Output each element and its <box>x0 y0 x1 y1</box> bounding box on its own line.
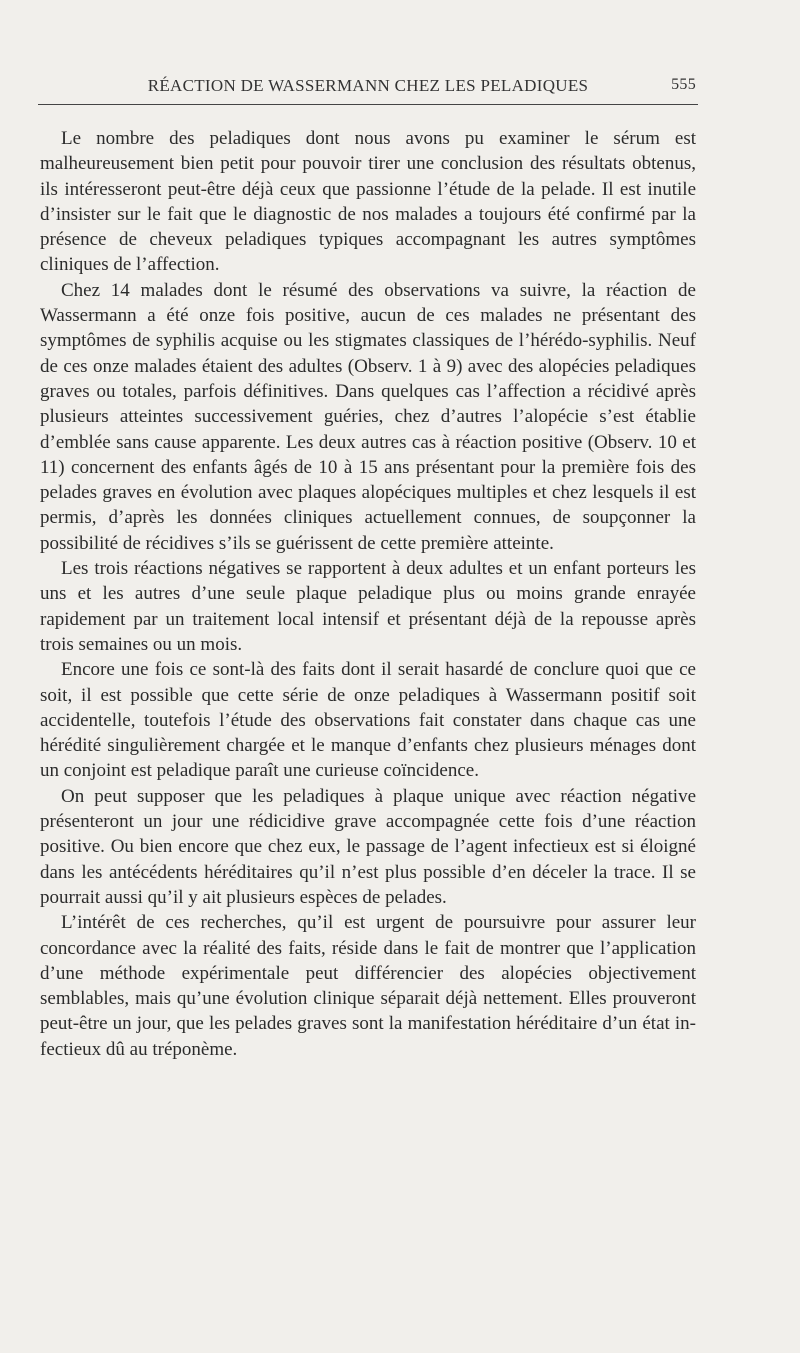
paragraph-6: L’intérêt de ces recherches, qu’il est urgent de poursuivre pour assurer leur concordance avec la réalité des faits, réside dans le fait de montrer que l’application d’une méthode expérimentale peut différencier des alopécies objectivement semblables, mais qu’une évolution clinique séparait déjà nettement. Elles prouveront peut-être un jour, que les pelades graves sont la manifestation héréditaire d’un état infectieux dû au tréponème. <box>40 912 696 1060</box>
paragraph-3: Les trois réactions négatives se rapportent à deux adultes et un enfant porteurs les uns et les autres d’une seule plaque peladique plus ou moins grande enrayée rapidement par un traitement local intensif et présentant déjà de la repousse après trois semaines ou un mois. <box>40 558 696 655</box>
paragraph-2: Chez 14 malades dont le résumé des observations va suivre, la réaction de Wassermann a été onze fois positive, aucun de ces malades ne présentant des symptômes de syphilis acquise ou les stigmates classiques de l’hérédo-syphilis. Neuf de ces onze malades étaient des adultes (Observ. 1 à 9) avec des alopécies peladiques graves ou totales, parfois définitives. Dans quelques cas l’affection a récidivé après plusieurs atteintes successivement guéries, chez d’autres l’alopécie s’est établie d’emblée sans cause apparente. Les deux autres cas à réaction positive (Observ. 10 et 11) concernent des enfants âgés de 10 à 15 ans présentant pour la première fois des pelades graves en évolution avec plaques alopéciques multiples et chez lesquels il est permis, d’après les données cliniques actuellement connues, de soupçonner la possibilité de récidives s’ils se guérissent de cette première atteinte. <box>40 279 696 554</box>
body-text <box>40 126 696 1062</box>
paragraph-1: Le nombre des peladiques dont nous avons pu examiner le sérum est malheureusement bien petit pour pouvoir tirer une conclusion des résultats obtenus, ils intéresseront peut-être déjà ceux que passionne l’étude de la pelade. Il est inutile d’insister sur le fait que le diagnostic de nos malades a toujours été confirmé par la présence de cheveux peladiques typiques accompagnant les autres symptômes cliniques de l’affection. <box>40 128 696 276</box>
header-rule <box>38 104 698 105</box>
paragraph-5: On peut supposer que les peladiques à plaque unique avec réaction négative présenteront un jour une rédicidive grave accompagnée cette fois d’une réaction positive. Ou bien encore que chez eux, le passage de l’agent infectieux est si éloigné dans les antécédents héréditaires qu’il n’est plus possible d’en déceler la trace. Il se pourrait aussi qu’il y ait plusieurs espèces de pelades. <box>40 785 696 908</box>
page-number: 555 <box>671 76 696 93</box>
running-title: RÉACTION DE WASSERMANN CHEZ LES PELADIQUES <box>147 76 589 95</box>
paragraph-4: Encore une fois ce sont-là des faits dont il serait hasardé de conclure quoi que ce soit, il est possible que cette série de onze peladiques à Wassermann positif soit accidentelle, toutefois l’étude des observations fait constater dans chaque cas une hérédité singulièrement chargée et le manque d’enfants chez plusieurs ménages dont un conjoint est peladique paraît une curieuse coïncidence. <box>40 659 696 782</box>
running-head <box>40 76 696 100</box>
